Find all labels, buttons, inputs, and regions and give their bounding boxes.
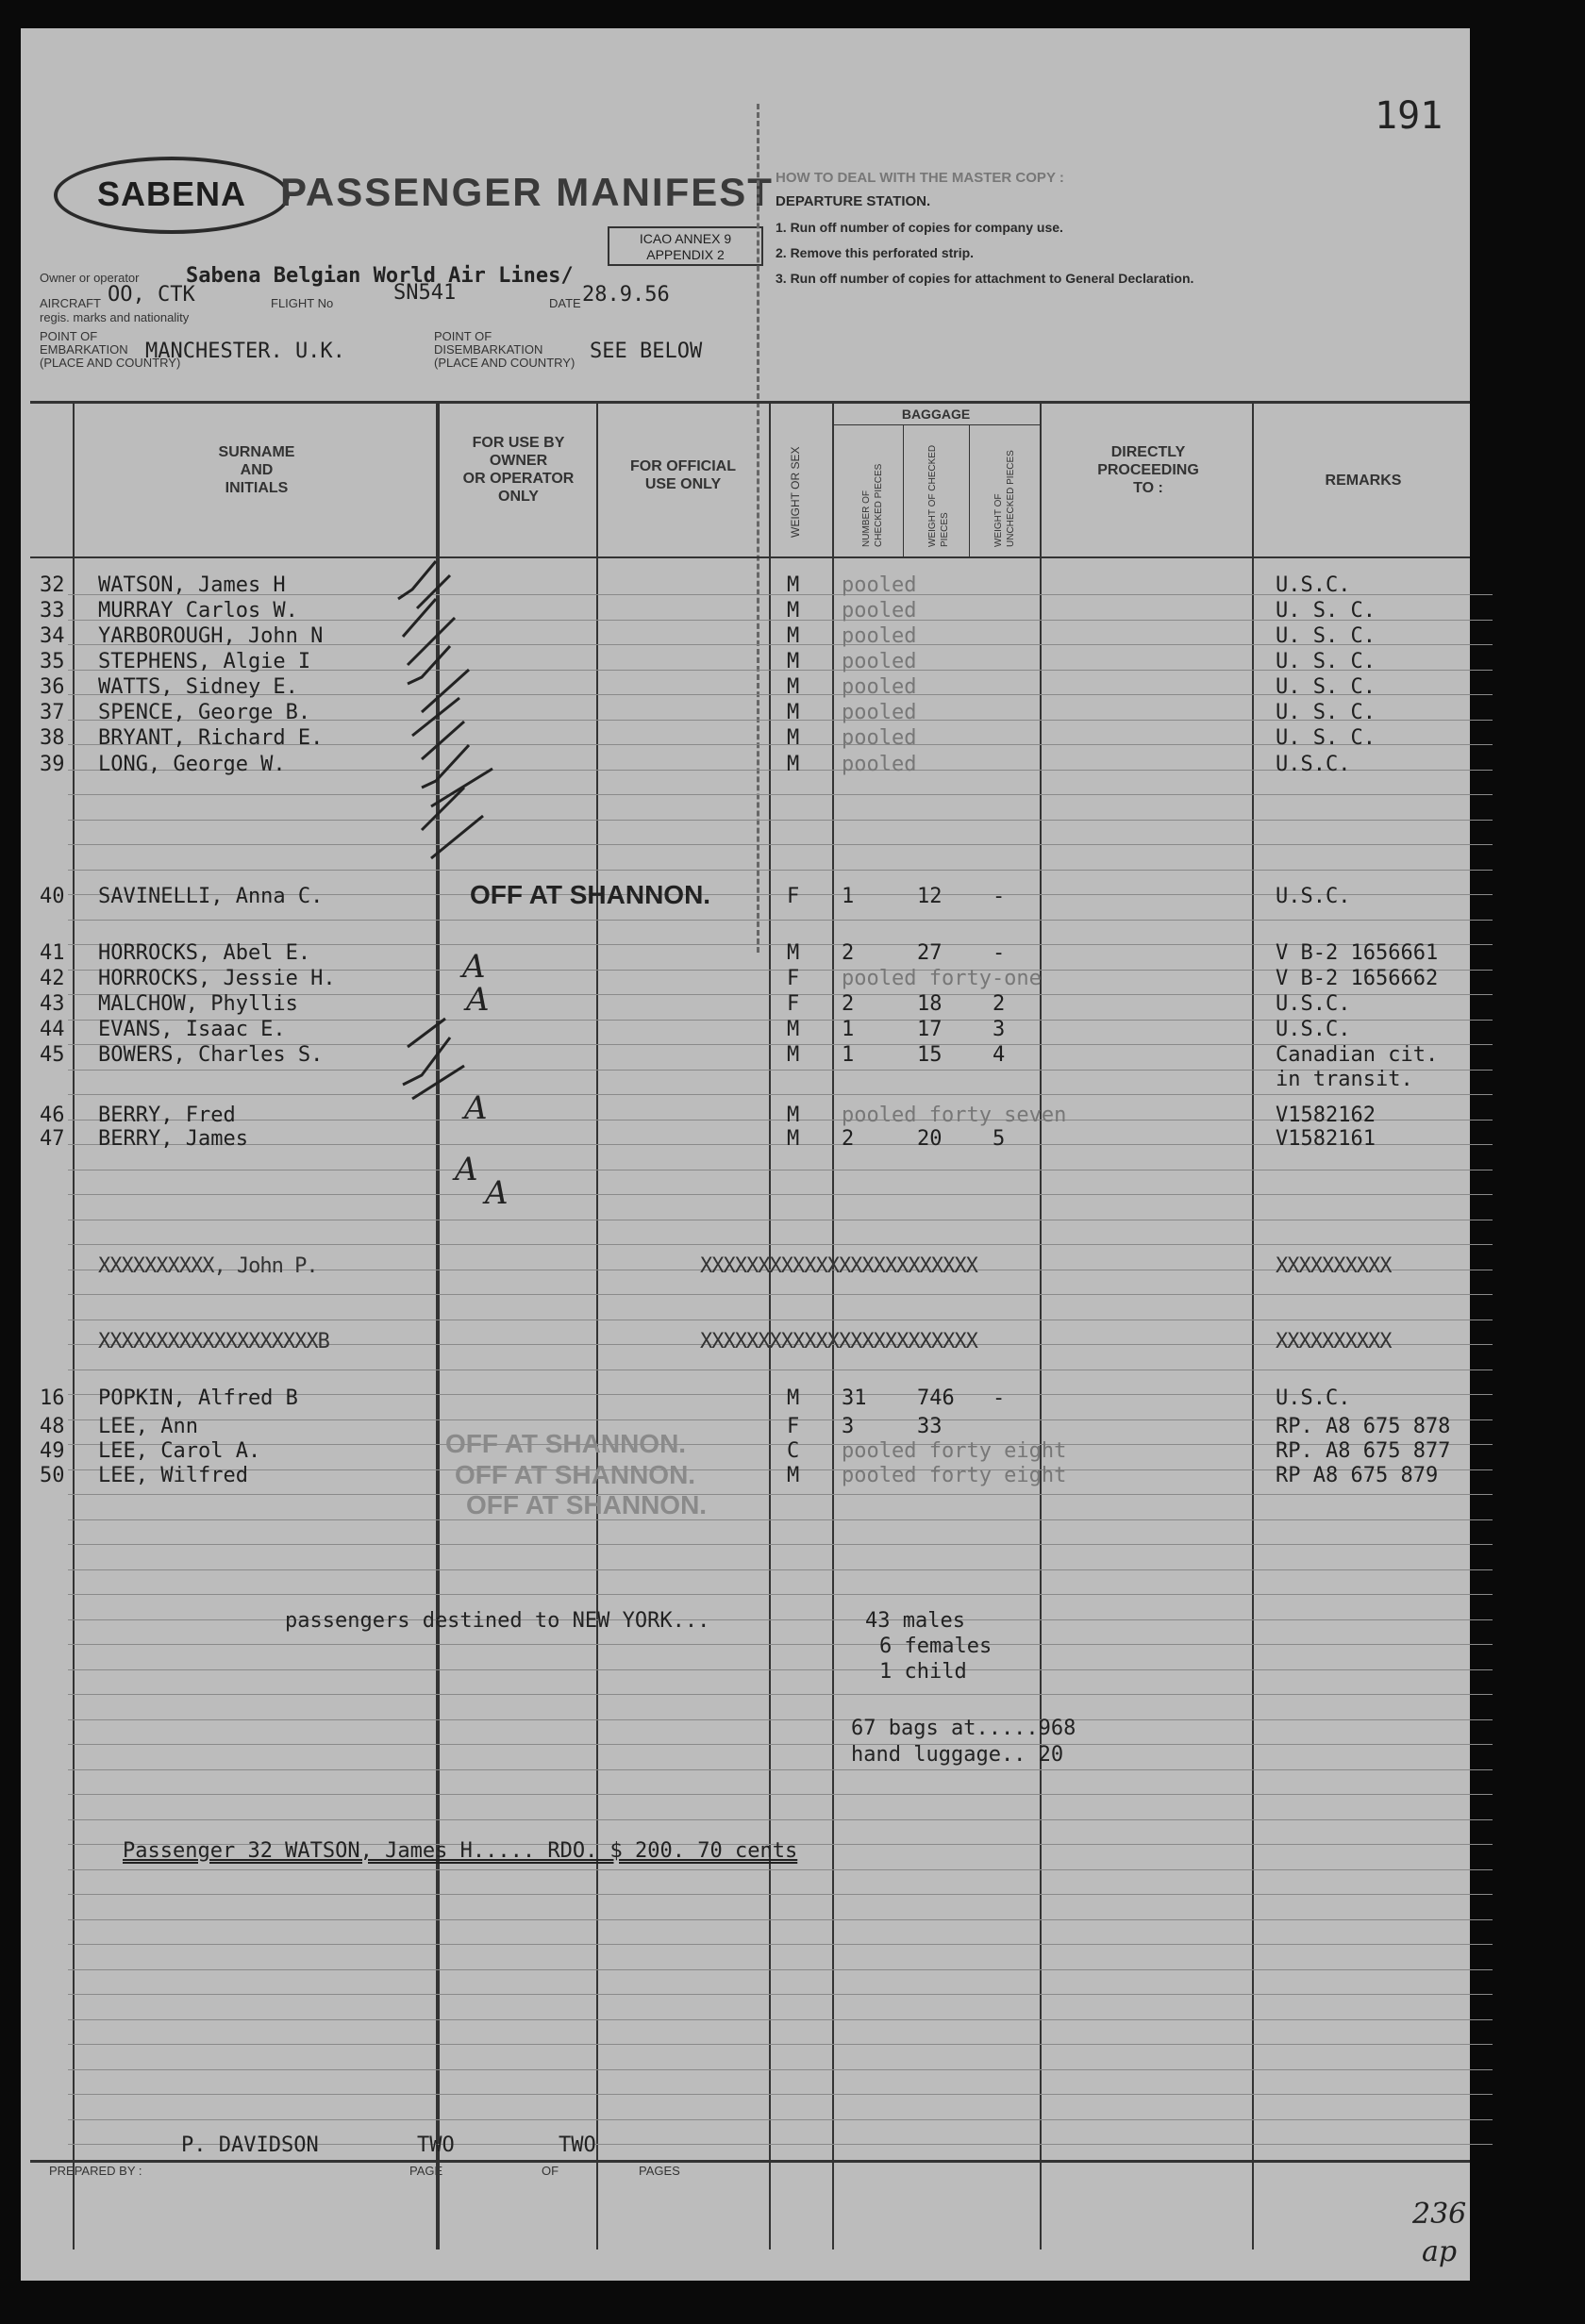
instruction-step-1: 1. Run off number of copies for company use. bbox=[776, 220, 1063, 235]
off-at-shannon-stamp: OFF AT SHANNON. bbox=[455, 1460, 696, 1489]
row-unchecked: - bbox=[993, 885, 1006, 908]
row-sex: M bbox=[787, 599, 800, 622]
row-name: SAVINELLI, Anna C. bbox=[98, 885, 324, 908]
row-pieces: pooled bbox=[842, 726, 917, 750]
summary-child: 1 child bbox=[879, 1660, 967, 1684]
summary-females: 6 females bbox=[879, 1635, 993, 1658]
row-no: 50 bbox=[40, 1464, 65, 1487]
ruled-line bbox=[68, 1969, 1493, 1970]
ruled-line bbox=[68, 2119, 1493, 2120]
ruled-line bbox=[68, 2094, 1493, 2095]
operator-label: Owner or operator bbox=[40, 271, 140, 285]
ruled-line bbox=[68, 2019, 1493, 2020]
row-sex: M bbox=[787, 701, 800, 724]
row-sex: M bbox=[787, 573, 800, 597]
row-sex: M bbox=[787, 1104, 800, 1127]
row-name: LEE, Ann bbox=[98, 1415, 198, 1438]
row-no: 45 bbox=[40, 1043, 65, 1067]
crossed-row-mid: XXXXXXXXXXXXXXXXXXXXXXXX bbox=[700, 1254, 977, 1278]
row-remarks: RP. A8 675 878 bbox=[1276, 1415, 1451, 1438]
col-header-proceeding: DIRECTLY PROCEEDING TO : bbox=[1097, 444, 1199, 496]
row-pieces: 2 bbox=[842, 941, 855, 965]
row-no: 16 bbox=[40, 1386, 65, 1410]
row-weight: 27 bbox=[917, 941, 943, 965]
row-name: BERRY, James bbox=[98, 1127, 248, 1151]
row-sex: F bbox=[787, 885, 800, 908]
row-sex: M bbox=[787, 941, 800, 965]
ruled-line bbox=[68, 1619, 1493, 1620]
ruled-line bbox=[68, 870, 1493, 871]
row-no: 46 bbox=[40, 1104, 65, 1127]
row-sex: M bbox=[787, 675, 800, 699]
icao-box: ICAO ANNEX 9 APPENDIX 2 bbox=[608, 226, 763, 266]
col-header-weight-unchecked: WEIGHT OF UNCHECKED PIECES bbox=[993, 450, 1016, 547]
summary-bags: 67 bags at.....968 bbox=[851, 1717, 1076, 1740]
table-top-border bbox=[30, 401, 1470, 404]
row-remarks: U.S.C. bbox=[1276, 1018, 1351, 1041]
summary-hand-luggage: hand luggage.. 20 bbox=[851, 1743, 1064, 1767]
ruled-line bbox=[68, 1519, 1493, 1520]
col-line-7 bbox=[1252, 401, 1254, 2249]
row-no: 41 bbox=[40, 941, 65, 965]
row-no: 47 bbox=[40, 1127, 65, 1151]
ruled-line bbox=[68, 794, 1493, 795]
row-sex: M bbox=[787, 1464, 800, 1487]
perforated-strip bbox=[757, 104, 759, 953]
col-line-1 bbox=[73, 401, 75, 2249]
row-name: LONG, George W. bbox=[98, 753, 286, 776]
col-header-remarks: REMARKS bbox=[1325, 473, 1402, 489]
row-weight: 18 bbox=[917, 992, 943, 1016]
ruled-line bbox=[68, 1194, 1493, 1195]
col-header-official: FOR OFFICIAL USE ONLY bbox=[630, 458, 736, 492]
of-value: TWO bbox=[559, 2133, 596, 2157]
row-remarks: V B-2 1656662 bbox=[1276, 967, 1439, 990]
row-sex: M bbox=[787, 1386, 800, 1410]
instruction-step-3: 3. Run off number of copies for attachment to General Declaration. bbox=[776, 271, 1194, 286]
ruled-line bbox=[68, 1819, 1493, 1820]
row-no: 32 bbox=[40, 573, 65, 597]
row-name: WATSON, James H bbox=[98, 573, 286, 597]
prepared-by-label: PREPARED BY : bbox=[49, 2164, 142, 2178]
row-remarks: U.S.C. bbox=[1276, 573, 1351, 597]
ruled-line bbox=[68, 1894, 1493, 1895]
row-pieces: pooled bbox=[842, 650, 917, 673]
disembarkation-label: POINT OF DISEMBARKATION (PLACE AND COUNTRY) bbox=[434, 329, 576, 370]
row-no: 39 bbox=[40, 753, 65, 776]
ruled-line bbox=[68, 2069, 1493, 2070]
prepared-by-value: P. DAVIDSON bbox=[181, 2133, 319, 2157]
row-remarks: U. S. C. bbox=[1276, 624, 1376, 648]
row-name: BOWERS, Charles S. bbox=[98, 1043, 324, 1067]
row-remarks-continued: in transit. bbox=[1276, 1068, 1413, 1091]
flight-label: FLIGHT No bbox=[271, 296, 334, 310]
row-name: SPENCE, George B. bbox=[98, 701, 311, 724]
row-sex: F bbox=[787, 992, 800, 1016]
margin-note: 236 bbox=[1412, 2198, 1467, 2231]
row-remarks: RP. A8 675 877 bbox=[1276, 1439, 1451, 1463]
row-sex: M bbox=[787, 1043, 800, 1067]
row-remarks: U.S.C. bbox=[1276, 992, 1351, 1016]
row-pieces: pooled bbox=[842, 624, 917, 648]
row-unchecked: 4 bbox=[993, 1043, 1006, 1067]
row-remarks: U.S.C. bbox=[1276, 885, 1351, 908]
row-weight: 33 bbox=[917, 1415, 943, 1438]
row-weight: 20 bbox=[917, 1127, 943, 1151]
ruled-line bbox=[68, 1244, 1493, 1245]
off-at-shannon-stamp: OFF AT SHANNON. bbox=[470, 880, 711, 909]
col-header-surname: SURNAME AND INITIALS bbox=[218, 444, 295, 496]
row-remarks: V B-2 1656661 bbox=[1276, 941, 1439, 965]
row-pieces: pooled bbox=[842, 599, 917, 622]
col-header-owner: FOR USE BY OWNER OR OPERATOR ONLY bbox=[462, 435, 575, 505]
row-pieces: 31 bbox=[842, 1386, 867, 1410]
ruled-line bbox=[68, 820, 1493, 821]
row-remarks: U.S.C. bbox=[1276, 753, 1351, 776]
page-number: 191 bbox=[1375, 94, 1443, 138]
baggage-rule bbox=[832, 424, 1040, 425]
row-sex: C bbox=[787, 1439, 800, 1463]
col-header-baggage: BAGGAGE bbox=[901, 407, 971, 422]
row-no: 49 bbox=[40, 1439, 65, 1463]
row-sex: M bbox=[787, 753, 800, 776]
page-value: TWO bbox=[417, 2133, 455, 2157]
col-line-4 bbox=[769, 401, 771, 2249]
pages-label: PAGES bbox=[639, 2164, 680, 2178]
row-sex: M bbox=[787, 726, 800, 750]
row-unchecked: 5 bbox=[993, 1127, 1006, 1151]
ruled-line bbox=[68, 1719, 1493, 1720]
row-pieces: 3 bbox=[842, 1415, 855, 1438]
manifest-title: PASSENGER MANIFEST bbox=[280, 170, 774, 214]
row-pieces: pooled bbox=[842, 701, 917, 724]
row-no: 44 bbox=[40, 1018, 65, 1041]
row-sex: M bbox=[787, 650, 800, 673]
row-unchecked: - bbox=[993, 1386, 1006, 1410]
row-no: 42 bbox=[40, 967, 65, 990]
row-pieces: pooled forty seven bbox=[842, 1104, 1067, 1127]
summary-destined: passengers destined to NEW YORK... bbox=[285, 1609, 710, 1633]
col-line-5 bbox=[832, 401, 834, 2249]
row-no: 35 bbox=[40, 650, 65, 673]
row-name: HORROCKS, Jessie H. bbox=[98, 967, 336, 990]
ruled-line bbox=[68, 1769, 1493, 1770]
row-weight: 15 bbox=[917, 1043, 943, 1067]
row-pieces: pooled forty eight bbox=[842, 1464, 1067, 1487]
instruction-step-2: 2. Remove this perforated strip. bbox=[776, 245, 975, 260]
row-no: 40 bbox=[40, 885, 65, 908]
row-name: MALCHOW, Phyllis bbox=[98, 992, 298, 1016]
row-remarks: U. S. C. bbox=[1276, 675, 1376, 699]
col-header-num-checked: NUMBER OF CHECKED PIECES bbox=[861, 463, 884, 547]
row-pieces: pooled forty-one bbox=[842, 967, 1042, 990]
operator-value: Sabena Belgian World Air Lines/ bbox=[186, 264, 574, 288]
row-no: 36 bbox=[40, 675, 65, 699]
ruled-line bbox=[68, 1994, 1493, 1995]
summary-note: Passenger 32 WATSON, James H..... RDO. $ 200. 70 cents bbox=[123, 1839, 798, 1863]
margin-note: ap bbox=[1422, 2235, 1458, 2268]
crossed-row-name: XXXXXXXXXXXXXXXXXXXB bbox=[98, 1330, 329, 1353]
ruled-line bbox=[68, 1869, 1493, 1870]
row-remarks: V1582161 bbox=[1276, 1127, 1376, 1151]
row-name: LEE, Wilfred bbox=[98, 1464, 248, 1487]
row-unchecked: 2 bbox=[993, 992, 1006, 1016]
row-name: EVANS, Isaac E. bbox=[98, 1018, 286, 1041]
baggage-sub-1 bbox=[903, 424, 904, 556]
aircraft-label: AIRCRAFT bbox=[40, 296, 101, 310]
row-sex: M bbox=[787, 1018, 800, 1041]
embarkation-value: MANCHESTER. U.K. bbox=[145, 340, 345, 363]
header-bottom-border bbox=[30, 556, 1470, 558]
page-label: PAGE bbox=[409, 2164, 443, 2178]
ruled-line bbox=[68, 1544, 1493, 1545]
ruled-line bbox=[68, 1494, 1493, 1495]
crossed-row-name: XXXXXXXXXX, John P. bbox=[98, 1254, 318, 1278]
row-unchecked: - bbox=[993, 941, 1006, 965]
row-no: 43 bbox=[40, 992, 65, 1016]
row-name: LEE, Carol A. bbox=[98, 1439, 261, 1463]
col-line-3 bbox=[596, 401, 598, 2249]
logo-text: SABENA bbox=[96, 174, 246, 213]
ruled-line bbox=[68, 1644, 1493, 1645]
col-line-6 bbox=[1040, 401, 1042, 2249]
row-pieces: pooled bbox=[842, 753, 917, 776]
checkmarks bbox=[379, 556, 530, 1273]
ruled-line bbox=[68, 844, 1493, 845]
row-pieces: pooled forty eight bbox=[842, 1439, 1067, 1463]
ruled-line bbox=[68, 920, 1493, 921]
row-no: 37 bbox=[40, 701, 65, 724]
hand-mark-a: A bbox=[462, 948, 486, 986]
hand-mark-a: A bbox=[455, 1151, 478, 1188]
ruled-line bbox=[68, 1694, 1493, 1695]
manifest-sheet bbox=[21, 28, 1470, 2281]
ruled-line bbox=[68, 1569, 1493, 1570]
ruled-line bbox=[68, 1919, 1493, 1920]
date-label: DATE bbox=[549, 296, 581, 310]
row-name: MURRAY Carlos W. bbox=[98, 599, 298, 622]
row-pieces: 1 bbox=[842, 885, 855, 908]
hand-mark-a: A bbox=[485, 1174, 509, 1212]
row-sex: F bbox=[787, 1415, 800, 1438]
row-remarks: RP A8 675 879 bbox=[1276, 1464, 1439, 1487]
row-remarks: V1582162 bbox=[1276, 1104, 1376, 1127]
row-weight: 746 bbox=[917, 1386, 955, 1410]
ruled-line bbox=[68, 1294, 1493, 1295]
row-name: BRYANT, Richard E. bbox=[98, 726, 324, 750]
ruled-line bbox=[68, 2044, 1493, 2045]
row-pieces: pooled bbox=[842, 675, 917, 699]
row-name: YARBOROUGH, John N bbox=[98, 624, 324, 648]
ruled-line bbox=[68, 1744, 1493, 1745]
ruled-line bbox=[68, 1594, 1493, 1595]
row-unchecked: 3 bbox=[993, 1018, 1006, 1041]
date-value: 28.9.56 bbox=[582, 283, 670, 307]
row-no: 48 bbox=[40, 1415, 65, 1438]
row-sex: F bbox=[787, 967, 800, 990]
row-name: HORROCKS, Abel E. bbox=[98, 941, 311, 965]
row-sex: M bbox=[787, 624, 800, 648]
col-header-weight-sex: WEIGHT OR SEX bbox=[789, 446, 802, 538]
row-pieces: 2 bbox=[842, 1127, 855, 1151]
row-weight: 17 bbox=[917, 1018, 943, 1041]
crossed-row-remarks: XXXXXXXXXX bbox=[1276, 1330, 1392, 1353]
row-name: STEPHENS, Algie I bbox=[98, 650, 311, 673]
row-no: 38 bbox=[40, 726, 65, 750]
row-pieces: 1 bbox=[842, 1043, 855, 1067]
hand-mark-a: A bbox=[464, 1089, 488, 1127]
row-remarks: U.S.C. bbox=[1276, 1386, 1351, 1410]
disembarkation-value: SEE BELOW bbox=[590, 340, 703, 363]
ruled-line bbox=[68, 1944, 1493, 1945]
row-remarks: U. S. C. bbox=[1276, 726, 1376, 750]
instructions-station: DEPARTURE STATION. bbox=[776, 193, 931, 209]
embarkation-label: POINT OF EMBARKATION (PLACE AND COUNTRY) bbox=[40, 329, 181, 370]
crossed-row-remarks: XXXXXXXXXX bbox=[1276, 1254, 1392, 1278]
row-no: 33 bbox=[40, 599, 65, 622]
baggage-sub-2 bbox=[969, 424, 970, 556]
instructions-heading: HOW TO DEAL WITH THE MASTER COPY : bbox=[776, 170, 1064, 186]
of-label: OF bbox=[542, 2164, 559, 2178]
row-sex: M bbox=[787, 1127, 800, 1151]
row-pieces: 2 bbox=[842, 992, 855, 1016]
aircraft-value: OO, CTK bbox=[108, 283, 195, 307]
hand-mark-a: A bbox=[466, 981, 490, 1019]
row-name: WATTS, Sidney E. bbox=[98, 675, 298, 699]
row-remarks: U. S. C. bbox=[1276, 599, 1376, 622]
flight-no: SN541 bbox=[393, 281, 457, 305]
row-remarks: U. S. C. bbox=[1276, 650, 1376, 673]
row-no: 34 bbox=[40, 624, 65, 648]
row-pieces: 1 bbox=[842, 1018, 855, 1041]
footer-rule bbox=[30, 2160, 1470, 2163]
ruled-line bbox=[68, 1669, 1493, 1670]
off-at-shannon-stamp: OFF AT SHANNON. bbox=[445, 1429, 687, 1458]
aircraft-sublabel: regis. marks and nationality bbox=[40, 310, 190, 324]
off-at-shannon-stamp: OFF AT SHANNON. bbox=[466, 1490, 708, 1519]
row-remarks: U. S. C. bbox=[1276, 701, 1376, 724]
col-header-weight-checked: WEIGHT OF CHECKED PIECES bbox=[927, 444, 950, 547]
crossed-row-mid: XXXXXXXXXXXXXXXXXXXXXXXX bbox=[700, 1330, 977, 1353]
row-name: POPKIN, Alfred B bbox=[98, 1386, 298, 1410]
ruled-line bbox=[68, 1094, 1493, 1095]
summary-males: 43 males bbox=[865, 1609, 965, 1633]
row-name: BERRY, Fred bbox=[98, 1104, 236, 1127]
row-remarks: Canadian cit. bbox=[1276, 1043, 1439, 1067]
row-weight: 12 bbox=[917, 885, 943, 908]
row-pieces: pooled bbox=[842, 573, 917, 597]
ruled-line bbox=[68, 1794, 1493, 1795]
